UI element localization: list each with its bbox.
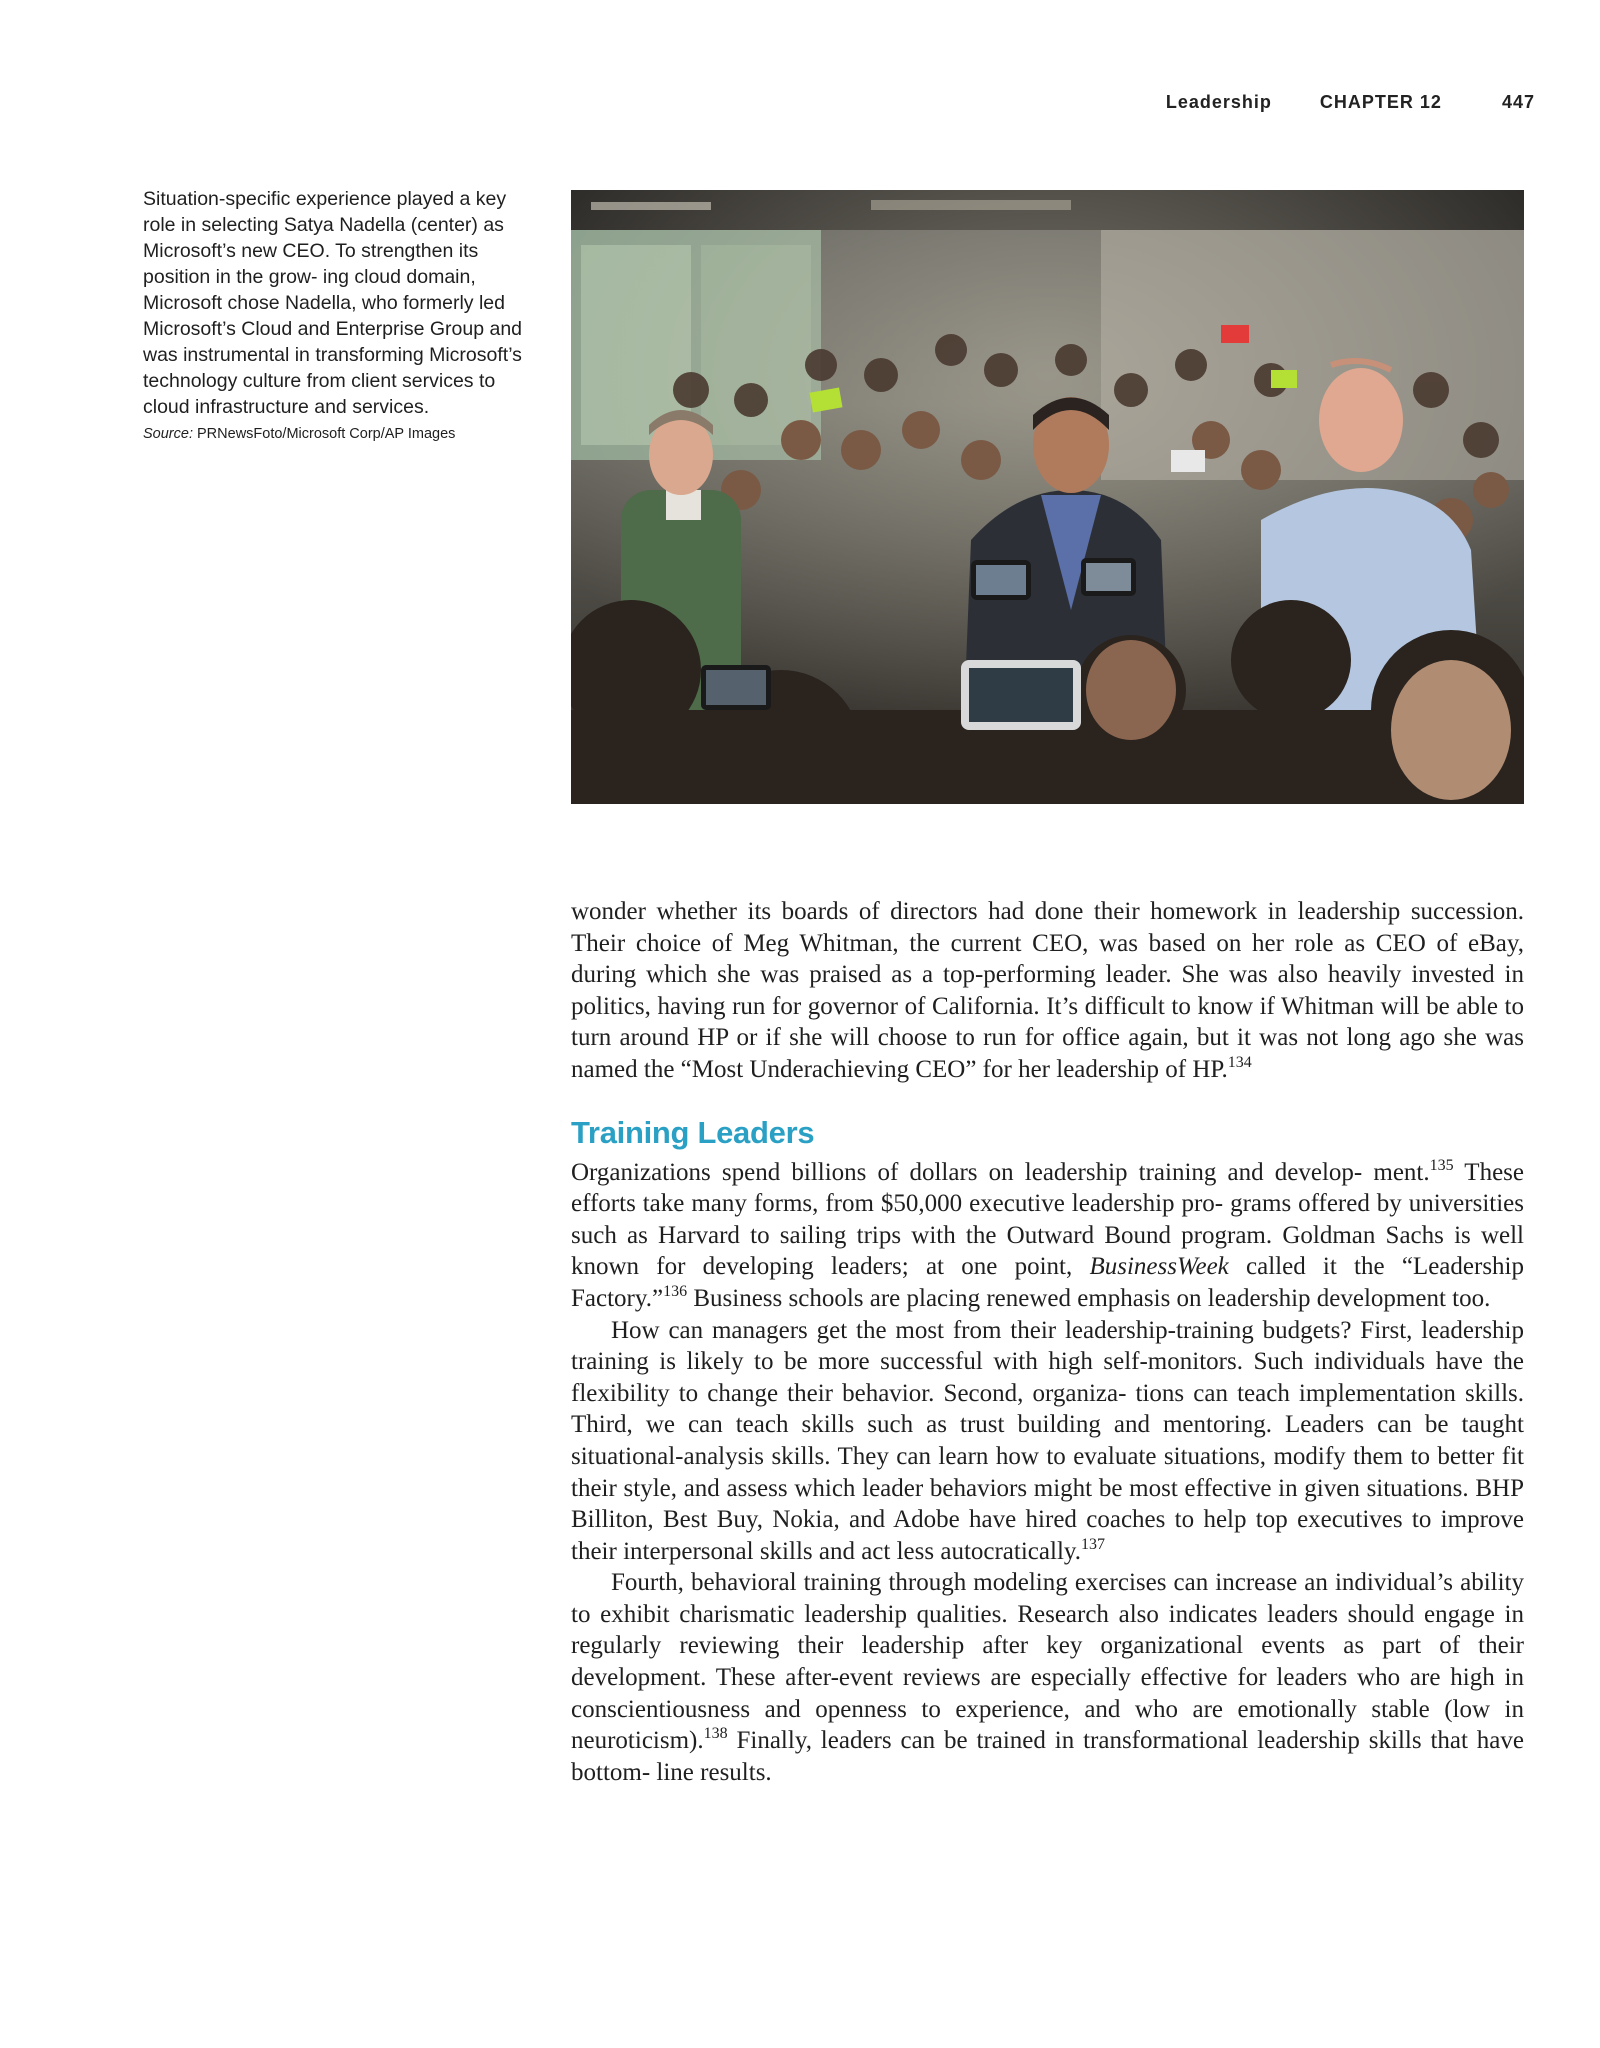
footnote-ref: 134 [1227,1053,1252,1071]
intro-text: wonder whether its boards of directors had done their homework in leadership succession. Their choice of Meg Whitman, the current CEO, was based on her role as CEO of eBay, during which she was praised as a top-performing leader. She was also heavily invested in politics, having run for governor of California. It’s difficult to know if Whitman will be able to turn around HP or if she will choose to run for office again, but it was not long ago she was named the “Most Underachieving CEO” for her leadership of HP. [571,898,1524,1083]
paragraph-2 [571,1315,1524,1568]
p3-text-b: Finally, leaders can be trained in transformational leadership skills that have bottom- line results. [571,1727,1524,1786]
page-number: 447 [1501,92,1535,112]
p1-text-c: called it the “Leadership Factory.” [571,1253,1524,1312]
phone-red [1221,325,1249,343]
p3-text-a: Fourth, behavioral training through modeling exercises can increase an individual’s ability to exhibit charismatic leadership qualities. Research also indicates leaders should engage in regularly reviewing their leadership after key organizational events as part of their development. These after-event reviews are especially effective for leaders who are high in conscientiousness and openness to experience, and who are emotionally stable (low in neuroticism). [571,1569,1524,1755]
running-head [1166,92,1535,113]
intro-paragraph [571,896,1524,1086]
section-heading: Training Leaders [571,1114,815,1150]
footnote-ref: 137 [1081,1535,1106,1553]
caption-text: Situation-specific experience played a key role in selecting Satya Nadella (center) as Microsoft’s new CEO. To strengthen its position in the grow- ing cloud domain, Microsoft chose Nadella, who formerly led Microsoft’s Cloud and Enterprise Group and was instrumental in transforming Microsoft’s technology culture from client services to cloud infrastructure and services. [143,188,523,418]
paragraph-1 [571,1157,1524,1315]
p2-text: How can managers get the most from their leadership-training budgets? First, leadership training is likely to be more successful with high self-monitors. Such individuals have the flexibility to change their behavior. Second, organiza- tions can teach implementation skills. Third, we can teach skills such as trust building and mentoring. Leaders can be taught situational-analysis skills. They can learn how to evaluate situations, modify them to better fit their style, and assess which leader behaviors might be most effective in given situations. BHP Billiton, Best Buy, Nokia, and Adobe have hired coaches to help top executives to improve their interpersonal skills and act less autocratically. [571,1316,1524,1565]
paragraph-3 [571,1567,1524,1788]
body-text [571,896,1524,1788]
event-photo [571,190,1524,804]
caption-source [143,424,523,444]
source-label: Source: [143,426,193,442]
footnote-ref: 138 [703,1725,728,1743]
photo-illustration [571,190,1524,804]
p1-text-a: Organizations spend billions of dollars on leadership training and develop- ment. [571,1158,1430,1186]
p1-text-d: Business schools are placing renewed emphasis on leadership development too. [687,1284,1491,1312]
publication-name: BusinessWeek [1089,1253,1229,1281]
source-credit: PRNewsFoto/Microsoft Corp/AP Images [197,426,456,442]
footnote-ref: 136 [663,1282,688,1300]
running-head-section: Leadership [1165,92,1272,112]
p1-text-b: These efforts take many forms, from $50,000 executive leadership pro- grams offered by universities such as Harvard to sailing trips with the Outward Bound program. Goldman Sachs is well known for developing leaders; at one point, [571,1158,1524,1281]
footnote-ref: 135 [1429,1156,1454,1174]
running-head-chapter: CHAPTER 12 [1319,92,1442,112]
figure-caption [143,186,523,444]
